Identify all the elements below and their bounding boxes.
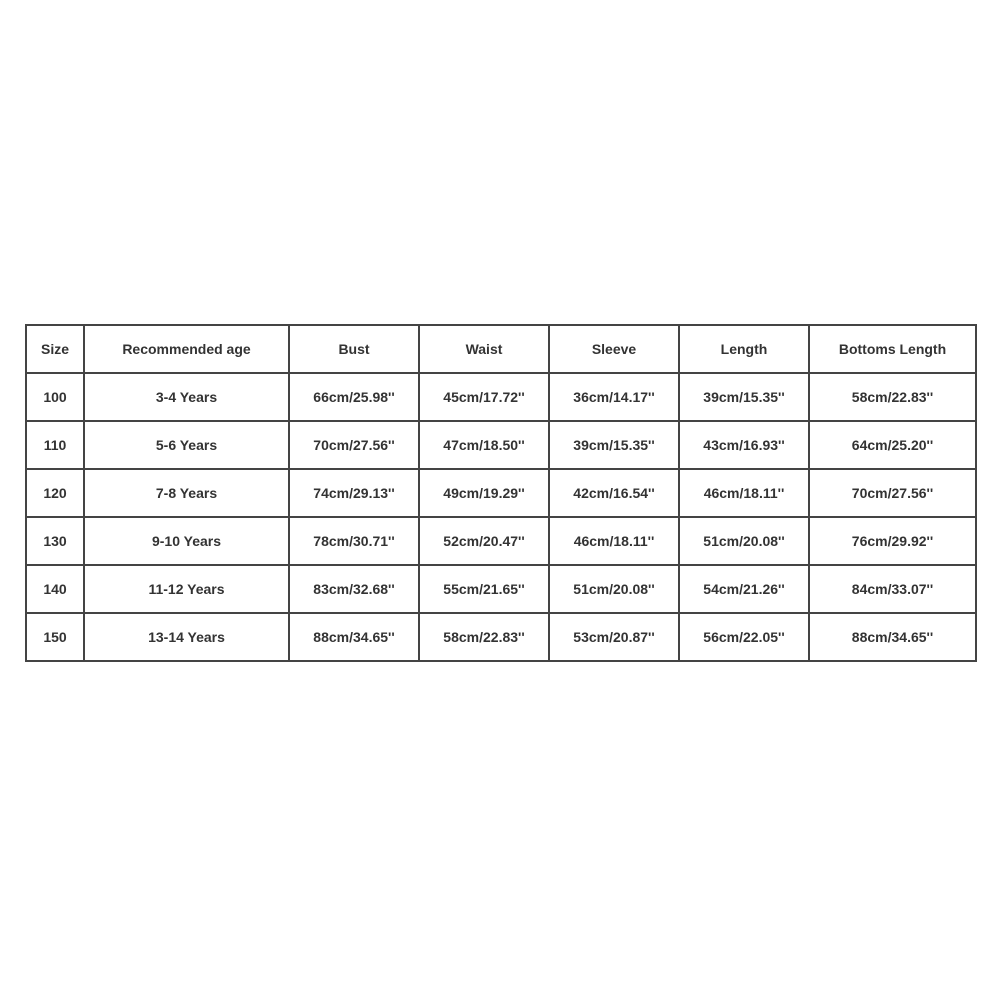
cell-length: 56cm/22.05'' [679,613,809,661]
cell-recommended-age: 11-12 Years [84,565,289,613]
cell-sleeve: 36cm/14.17'' [549,373,679,421]
header-sleeve: Sleeve [549,325,679,373]
header-bust: Bust [289,325,419,373]
cell-sleeve: 46cm/18.11'' [549,517,679,565]
cell-size: 130 [26,517,84,565]
cell-bottoms-length: 64cm/25.20'' [809,421,976,469]
cell-bust: 66cm/25.98'' [289,373,419,421]
cell-size: 150 [26,613,84,661]
table-row [26,517,976,565]
cell-length: 46cm/18.11'' [679,469,809,517]
cell-bottoms-length: 88cm/34.65'' [809,613,976,661]
header-length: Length [679,325,809,373]
table-row [26,373,976,421]
size-chart-table [25,324,977,662]
cell-size: 120 [26,469,84,517]
cell-bottoms-length: 76cm/29.92'' [809,517,976,565]
cell-bottoms-length: 84cm/33.07'' [809,565,976,613]
cell-size: 140 [26,565,84,613]
cell-waist: 47cm/18.50'' [419,421,549,469]
cell-bust: 74cm/29.13'' [289,469,419,517]
cell-sleeve: 53cm/20.87'' [549,613,679,661]
cell-recommended-age: 13-14 Years [84,613,289,661]
cell-waist: 55cm/21.65'' [419,565,549,613]
header-row [26,325,976,373]
cell-size: 100 [26,373,84,421]
cell-length: 51cm/20.08'' [679,517,809,565]
cell-bottoms-length: 70cm/27.56'' [809,469,976,517]
cell-recommended-age: 7-8 Years [84,469,289,517]
table-row [26,565,976,613]
cell-sleeve: 42cm/16.54'' [549,469,679,517]
cell-recommended-age: 3-4 Years [84,373,289,421]
cell-waist: 52cm/20.47'' [419,517,549,565]
cell-size: 110 [26,421,84,469]
cell-recommended-age: 5-6 Years [84,421,289,469]
header-bottoms-length: Bottoms Length [809,325,976,373]
cell-bust: 70cm/27.56'' [289,421,419,469]
cell-waist: 58cm/22.83'' [419,613,549,661]
table-row [26,421,976,469]
cell-length: 43cm/16.93'' [679,421,809,469]
cell-bottoms-length: 58cm/22.83'' [809,373,976,421]
header-recommended-age: Recommended age [84,325,289,373]
cell-recommended-age: 9-10 Years [84,517,289,565]
table-row [26,613,976,661]
table-row [26,469,976,517]
cell-bust: 88cm/34.65'' [289,613,419,661]
cell-waist: 45cm/17.72'' [419,373,549,421]
cell-waist: 49cm/19.29'' [419,469,549,517]
cell-bust: 83cm/32.68'' [289,565,419,613]
cell-length: 39cm/15.35'' [679,373,809,421]
cell-bust: 78cm/30.71'' [289,517,419,565]
header-waist: Waist [419,325,549,373]
cell-length: 54cm/21.26'' [679,565,809,613]
cell-sleeve: 39cm/15.35'' [549,421,679,469]
header-size: Size [26,325,84,373]
cell-sleeve: 51cm/20.08'' [549,565,679,613]
